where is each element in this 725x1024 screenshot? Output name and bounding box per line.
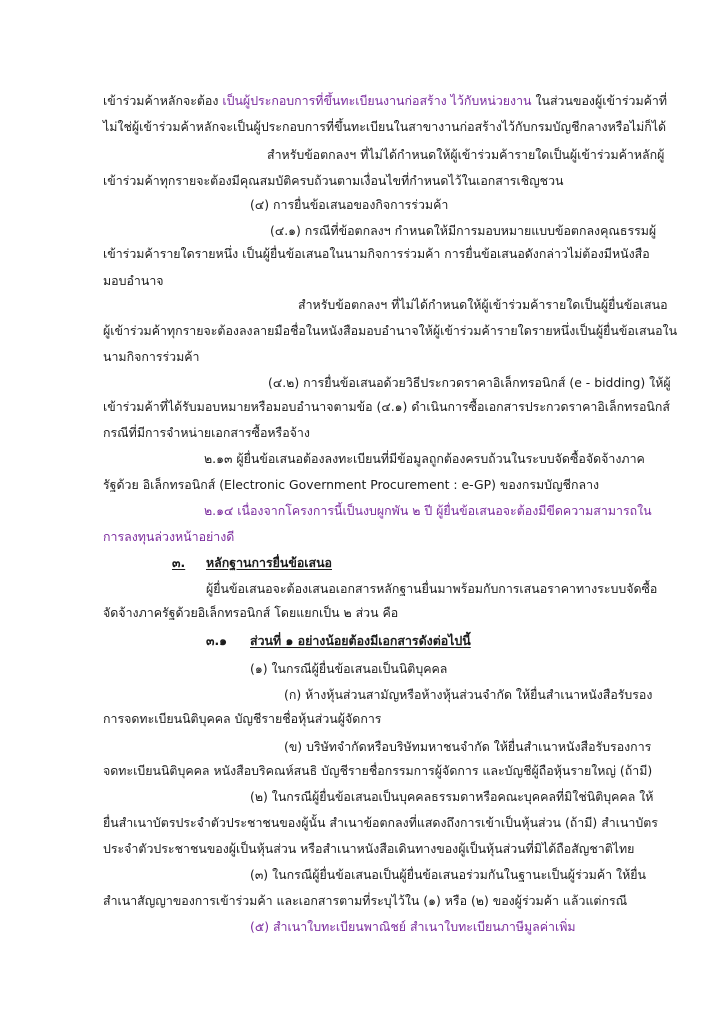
subsection-heading: (๔) การยื่นข้อเสนอของกิจการร่วมค้า [250, 197, 449, 212]
list-item: (ก) ห้างหุ้นส่วนสามัญหรือห้างหุ้นส่วนจำกัด ให้ยื่นสำเนาหนังสือรับรอง [284, 687, 653, 702]
paragraph-line: จัดจ้างภาครัฐด้วยอิเล็กทรอนิกส์ โดยแยกเป็น ๒ ส่วน คือ [103, 605, 399, 620]
paragraph-line: สำหรับข้อตกลงฯ ที่ไม่ได้กำหนดให้ผู้เข้าร่วมค้ารายใดเป็นผู้เข้าร่วมค้าหลักผู้ [267, 147, 665, 162]
paragraph-line: ผู้ยื่นข้อเสนอจะต้องเสนอเอกสารหลักฐานยื่นมาพร้อมกับการเสนอราคาทางระบบจัดซื้อ [206, 581, 658, 596]
paragraph-line: มอบอำนาจ [103, 273, 164, 288]
paragraph-line: สำเนาสัญญาของการเข้าร่วมค้า และเอกสารตามที่ระบุไว้ใน (๑) หรือ (๒) ของผู้ร่วมค้า แล้วแต่กรณี [103, 893, 628, 908]
highlighted-text: เป็นผู้ประกอบการที่ขึ้นทะเบียนงานก่อสร้าง ไว้กับหน่วยงาน [222, 93, 532, 108]
paragraph-line: (๔.๒) การยื่นข้อเสนอด้วยวิธีประกวดราคาอิเล็กทรอนิกส์ (e - bidding) ให้ผู้ [268, 375, 671, 390]
paragraph-line: นามกิจการร่วมค้า [103, 349, 200, 364]
paragraph-line: เข้าร่วมค้าทุกรายจะต้องมีคุณสมบัติครบถ้วนตามเงื่อนไขที่กำหนดไว้ในเอกสารเชิญชวน [103, 173, 564, 188]
paragraph-line: ผู้เข้าร่วมค้าทุกรายจะต้องลงลายมือชื่อในหนังสือมอบอำนาจให้ผู้เข้าร่วมค้ารายใดรายหนึ่งเป็นผู้ยื่นข้อเสนอใน [103, 323, 678, 338]
section-3-number: ๓. [172, 555, 186, 570]
paragraph-line [103, 92, 667, 110]
paragraph-line: ยื่นสำเนาบัตรประจำตัวประชาชนของผู้นั้น สำเนาข้อตกลงที่แสดงถึงการเข้าเป็นหุ้นส่วน (ถ้ามี) สำเนาบัตร [103, 815, 658, 830]
paragraph-line: การจดทะเบียนนิติบุคคล บัญชีรายชื่อหุ้นส่วนผู้จัดการ [103, 711, 382, 726]
paragraph-line: ประจำตัวประชาชนของผู้เป็นหุ้นส่วน หรือสำเนาหนังสือเดินทางของผู้เป็นหุ้นส่วนที่มิได้ถือสัญชาติไทย [103, 841, 635, 856]
section-3-1-number: ๓.๑ [206, 633, 228, 648]
paragraph-line: การลงทุนล่วงหน้าอย่างดี [103, 529, 235, 544]
text-run: เข้าร่วมค้าหลักจะต้อง [103, 93, 223, 108]
list-item: (๑) ในกรณีผู้ยื่นข้อเสนอเป็นนิติบุคคล [250, 661, 448, 676]
clause-2-14: ๒.๑๔ เนื่องจากโครงการนี้เป็นงบผูกพัน ๒ ปี ผู้ยื่นข้อเสนอจะต้องมีขีดความสามารถใน [204, 503, 652, 518]
clause-2-13: ๒.๑๓ ผู้ยื่นข้อเสนอต้องลงทะเบียนที่มีข้อมูลถูกต้องครบถ้วนในระบบจัดซื้อจัดจ้างภาค [204, 451, 645, 466]
paragraph-line: รัฐด้วย อิเล็กทรอนิกส์ (Electronic Government Procurement : e-GP) ของกรมบัญชีกลาง [103, 477, 600, 492]
section-3-heading: หลักฐานการยื่นข้อเสนอ [206, 555, 332, 570]
paragraph-line: สำหรับข้อตกลงฯ ที่ไม่ได้กำหนดให้ผู้เข้าร่วมค้ารายใดเป็นผู้ยื่นข้อเสนอ [298, 297, 668, 312]
paragraph-line: เข้าร่วมค้าที่ได้รับมอบหมายหรือมอบอำนาจตามข้อ (๔.๑) ดำเนินการซื้อเอกสารประกวดราคาอิเล็กทรอนิกส์ [103, 399, 670, 414]
section-3-1-heading: ส่วนที่ ๑ อย่างน้อยต้องมีเอกสารดังต่อไปนี้ [250, 633, 471, 648]
list-item: (๓) ในกรณีผู้ยื่นข้อเสนอเป็นผู้ยื่นข้อเสนอร่วมกันในฐานะเป็นผู้ร่วมค้า ให้ยื่น [250, 867, 646, 882]
text-run: ในส่วนของผู้เข้าร่วมค้าที่ [531, 93, 668, 108]
paragraph-line: (๔.๑) กรณีที่ข้อตกลงฯ กำหนดให้มีการมอบหมายแบบข้อตกลงคุณธรรมผู้ [270, 223, 657, 238]
list-item: (๕) สำเนาใบทะเบียนพาณิชย์ สำเนาใบทะเบียนภาษีมูลค่าเพิ่ม [250, 919, 576, 934]
paragraph-line: เข้าร่วมค้ารายใดรายหนึ่ง เป็นผู้ยื่นข้อเสนอในนามกิจการร่วมค้า การยื่นข้อเสนอดังกล่าวไม่ต้องมีหนังสือ [103, 246, 650, 261]
paragraph-line: ไม่ใช่ผู้เข้าร่วมค้าหลักจะเป็นผู้ประกอบการที่ขึ้นทะเบียนในสาขางานก่อสร้างไว้กับกรมบัญชีกลางหรือไม่ก็ได้ [103, 119, 667, 134]
paragraph-line: กรณีที่มีการจำหน่ายเอกสารซื้อหรือจ้าง [103, 425, 310, 440]
paragraph-line: จดทะเบียนนิติบุคคล หนังสือบริคณห์สนธิ บัญชีรายชื่อกรรมการผู้จัดการ และบัญชีผู้ถือหุ้นรายใหญ่ (ถ้ามี) [103, 763, 653, 778]
list-item: (ข) บริษัทจำกัดหรือบริษัทมหาชนจำกัด ให้ยื่นสำเนาหนังสือรับรองการ [284, 739, 652, 754]
list-item: (๒) ในกรณีผู้ยื่นข้อเสนอเป็นบุคคลธรรมดาหรือคณะบุคคลที่มิใช่นิติบุคคล ให้ [250, 789, 654, 804]
